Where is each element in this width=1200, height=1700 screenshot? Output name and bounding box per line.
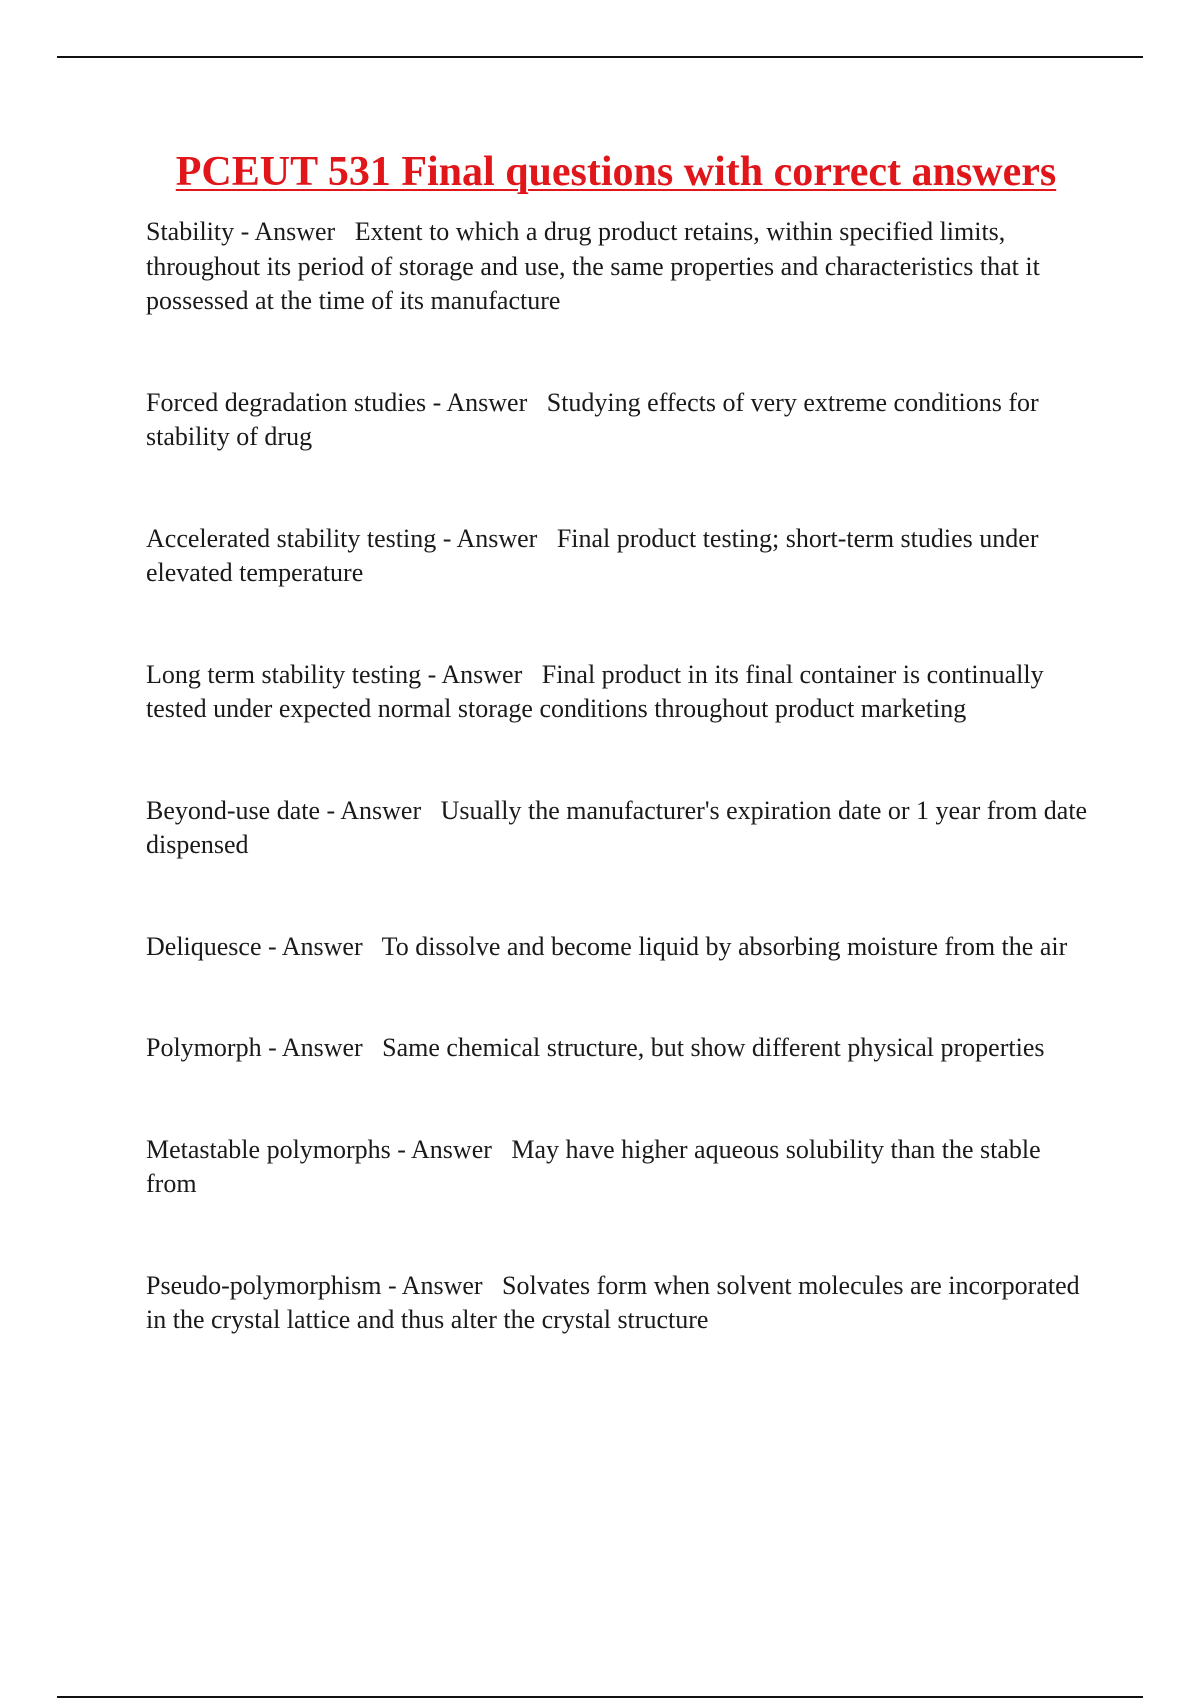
qa-term: Metastable polymorphs: [146, 1134, 391, 1164]
qa-answer: To dissolve and become liquid by absorbing moisture from the air: [381, 931, 1068, 961]
qa-term: Beyond-use date: [146, 795, 321, 825]
qa-answer: Solvates form when solvent molecules are incorporated in the crystal lattice and thus alter the crystal structure: [146, 1270, 1080, 1334]
qa-item: [146, 930, 1096, 965]
qa-item: [146, 522, 1096, 591]
qa-answer: Final product in its final container is continually tested under expected normal storage conditions throughout product marketing: [146, 659, 1044, 723]
qa-separator: - Answer: [436, 523, 557, 553]
qa-term: Pseudo-polymorphism: [146, 1270, 382, 1300]
qa-item: [146, 386, 1096, 455]
qa-answer: Final product testing; short-term studies under elevated temperature: [146, 523, 1039, 587]
top-rule: [57, 56, 1143, 58]
qa-separator: - Answer: [261, 1033, 383, 1062]
qa-answer: Same chemical structure, but show different physical properties: [382, 1033, 1045, 1062]
qa-list: [146, 215, 1096, 1338]
qa-separator: - Answer: [381, 1270, 503, 1300]
qa-separator: - Answer: [421, 659, 542, 689]
qa-item: [146, 658, 1096, 727]
qa-term: Long term stability testing: [146, 659, 422, 689]
qa-item: [146, 1133, 1096, 1202]
qa-answer: May have higher aqueous solubility than the stable from: [146, 1134, 1041, 1198]
qa-term: Forced degradation studies: [146, 387, 427, 417]
qa-item: [146, 215, 1096, 319]
qa-separator: - Answer: [320, 795, 441, 825]
qa-item: [146, 1269, 1096, 1338]
qa-term: Stability: [146, 217, 235, 246]
qa-answer: Studying effects of very extreme conditions for stability of drug: [146, 387, 1039, 451]
qa-term: Polymorph: [146, 1033, 262, 1062]
qa-separator: - Answer: [234, 217, 355, 246]
qa-separator: - Answer: [426, 387, 547, 417]
qa-answer: Extent to which a drug product retains, within specified limits, throughout its period of storage and use, the same properties and characteristics that it possessed at the time of its manufacture: [146, 217, 1040, 315]
document-title: PCEUT 531 Final questions with correct answers: [175, 149, 1057, 195]
qa-item: [146, 794, 1096, 863]
qa-answer: Usually the manufacturer's expiration date or 1 year from date dispensed: [146, 795, 1088, 859]
qa-separator: - Answer: [261, 931, 382, 961]
qa-item: [146, 1031, 1096, 1066]
bottom-rule: [57, 1696, 1143, 1698]
qa-separator: - Answer: [390, 1134, 512, 1164]
qa-term: Accelerated stability testing: [146, 523, 437, 553]
qa-term: Deliquesce: [146, 931, 262, 961]
